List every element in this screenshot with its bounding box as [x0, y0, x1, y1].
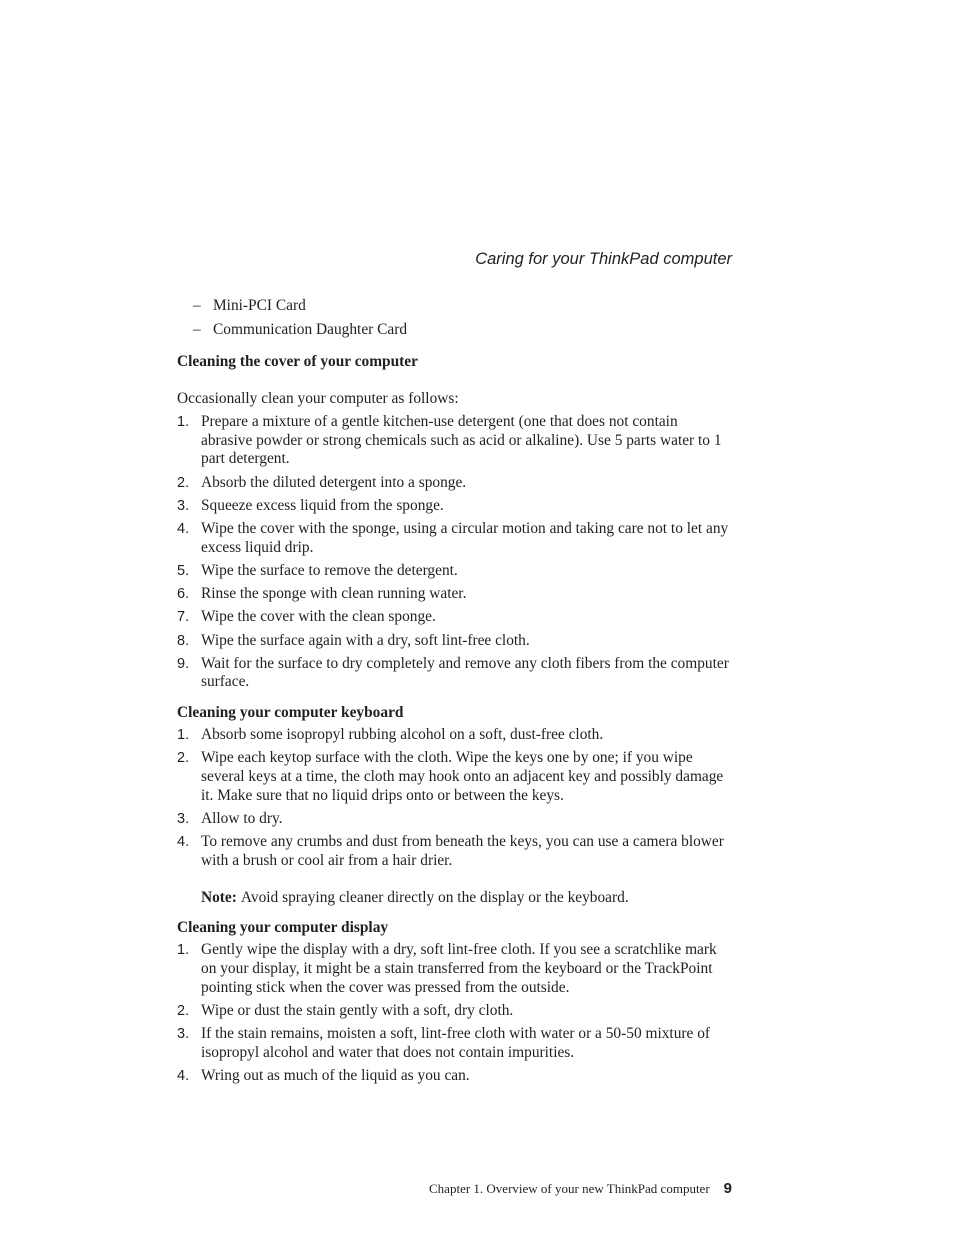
section-heading-keyboard: Cleaning your computer keyboard	[177, 704, 404, 722]
running-header: Caring for your ThinkPad computer	[475, 250, 732, 268]
display-steps	[177, 941, 729, 1085]
list-item: 4. To remove any crumbs and dust from beneath the keys, you can use a camera blower with a brush or cool air from a hair drier. Note: Avoid spraying cleaner directly on the display or the keyboard.	[177, 833, 729, 907]
list-item: – Communication Daughter Card	[193, 321, 408, 338]
list-item: 2. Absorb the diluted detergent into a sponge.	[177, 473, 467, 491]
list-item: 1. Absorb some isopropyl rubbing alcohol on a soft, dust-free cloth.	[177, 726, 604, 744]
continued-list	[177, 296, 729, 339]
list-item: 5. Wipe the surface to remove the detergent.	[177, 561, 458, 579]
section-heading-display: Cleaning your computer display	[177, 919, 389, 937]
list-item: 1. Gently wipe the display with a dry, soft lint-free cloth. If you see a scratchlike mark on your display, it might be a stain transferred from the keyboard or the TrackPoint pointing stick when the cover was pressed from the outside.	[177, 941, 717, 996]
list-item: 6. Rinse the sponge with clean running water.	[177, 585, 467, 603]
page-number: 9	[723, 1180, 732, 1197]
note-label: Note:	[201, 888, 237, 906]
dash-marker: –	[193, 297, 201, 314]
footer-chapter: Chapter 1. Overview of your new ThinkPad computer	[429, 1181, 710, 1196]
note	[201, 889, 729, 908]
dash-marker: –	[193, 321, 201, 338]
list-item: 4. Wipe the cover with the sponge, using a circular motion and taking care not to let any excess liquid drip.	[177, 520, 729, 556]
list-item: 3. Allow to dry.	[177, 809, 283, 827]
page-footer	[429, 1180, 732, 1198]
list-item: 8. Wipe the surface again with a dry, soft lint-free cloth.	[177, 631, 530, 649]
list-item: 2. Wipe each keytop surface with the cloth. Wipe the keys one by one; if you wipe several keys at a time, the cloth may hook onto an adjacent key and possibly damage it. Make sure that no liquid drips onto or between the keys.	[177, 749, 724, 804]
cover-steps	[177, 413, 729, 692]
list-item: 9. Wait for the surface to dry completely and remove any cloth fibers from the computer surface.	[177, 654, 729, 691]
list-item: 3. If the stain remains, moisten a soft, lint-free cloth with water or a 50-50 mixture of isopropyl alcohol and water that does not contain impurities.	[177, 1025, 711, 1061]
note-text: Avoid spraying cleaner directly on the display or the keyboard.	[240, 888, 629, 906]
list-item: 3. Squeeze excess liquid from the sponge.	[177, 496, 444, 514]
section-heading-cover: Cleaning the cover of your computer	[177, 353, 418, 370]
page-content	[177, 296, 729, 1090]
list-item: 2. Wipe or dust the stain gently with a soft, dry cloth.	[177, 1001, 514, 1019]
list-item: 7. Wipe the cover with the clean sponge.	[177, 608, 436, 626]
list-item: 1. Prepare a mixture of a gentle kitchen-use detergent (one that does not contain abrasive powder or strong chemicals such as acid or alkaline). Use 5 parts water to 1 part detergent.	[177, 413, 722, 468]
keyboard-steps	[177, 726, 729, 907]
list-item: 4. Wring out as much of the liquid as you can.	[177, 1066, 470, 1084]
intro-paragraph: Occasionally clean your computer as follows:	[177, 390, 459, 407]
list-item: – Mini-PCI Card	[193, 297, 306, 314]
